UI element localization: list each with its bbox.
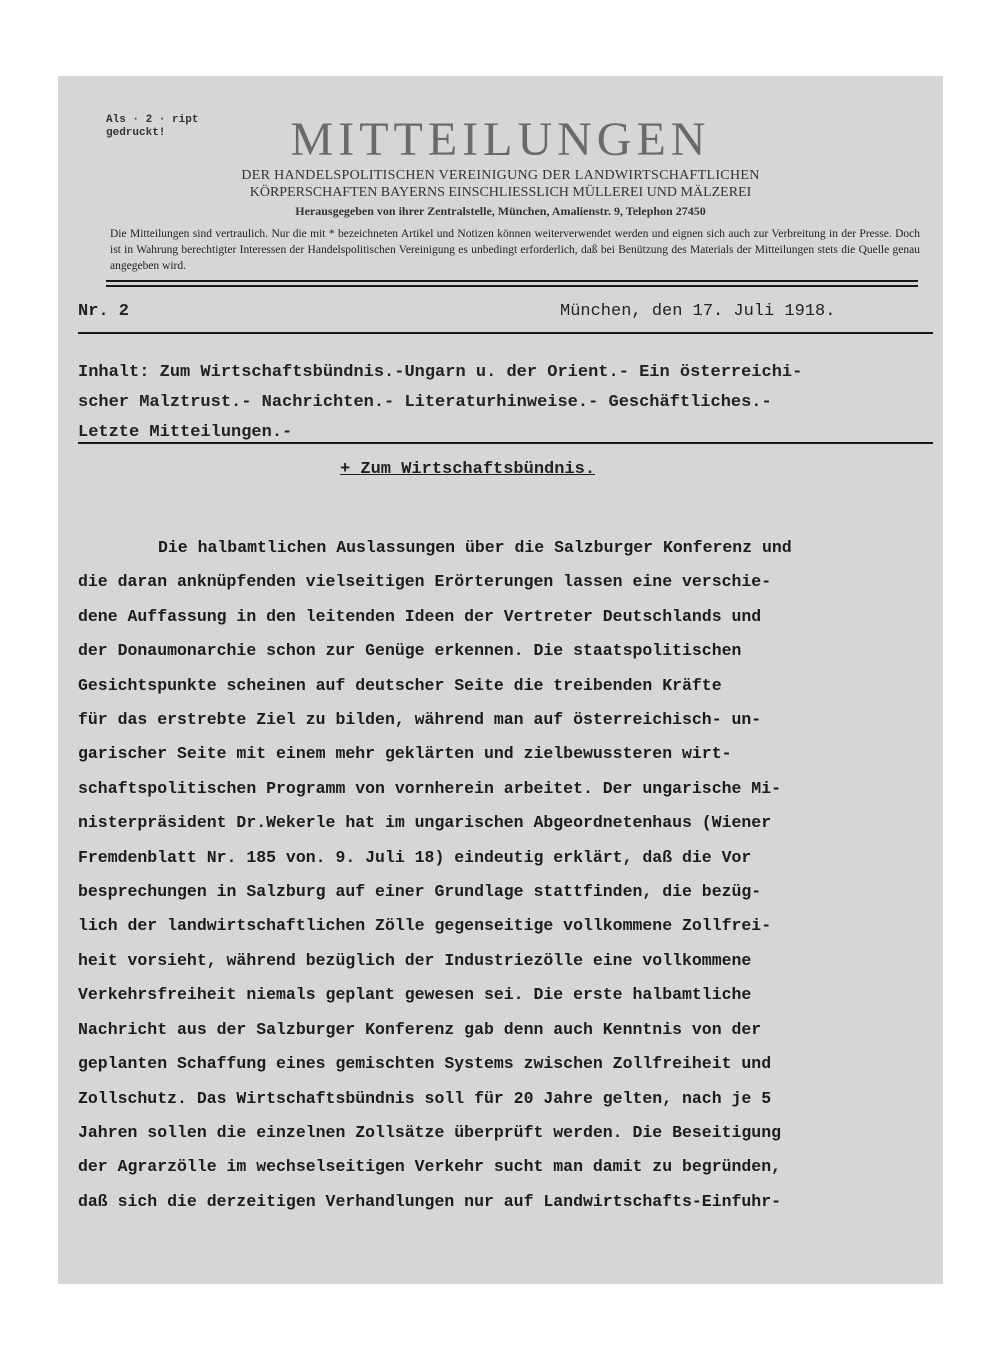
table-of-contents <box>78 358 933 448</box>
body-line: Verkehrsfreiheit niemals geplant gewesen sei. Die erste halbamtliche <box>78 985 752 1005</box>
header-divider <box>78 332 933 334</box>
article-heading: + Zum Wirtschaftsbündnis. <box>340 460 596 479</box>
body-line: Fremdenblatt Nr. 185 von. 9. Juli 18) eindeutig erklärt, daß die Vor <box>78 847 752 867</box>
masthead-publisher: Herausgegeben von ihrer Zentralstelle, München, Amalienstr. 9, Telephon 27450 <box>295 204 706 218</box>
body-line: nisterpräsident Dr.Wekerle hat im ungarischen Abgeordnetenhaus (Wiener <box>78 813 772 833</box>
body-line: der Agrarzölle im wechselseitigen Verkehr sucht man damit zu begründen, <box>78 1157 782 1177</box>
body-line: dene Auffassung in den leitenden Ideen der Vertreter Deutschlands und <box>78 606 762 626</box>
body-line: Die halbamtlichen Auslassungen über die Salzburger Konferenz und <box>158 538 792 557</box>
stamp-line-2: gedruckt! <box>106 127 166 139</box>
masthead-rule-1 <box>106 280 918 282</box>
body-line: Zollschutz. Das Wirtschaftsbündnis soll für 20 Jahre gelten, nach je 5 <box>78 1088 772 1108</box>
body-line: für das erstrebte Ziel zu bilden, während man auf österreichisch- un- <box>78 710 762 730</box>
body-line: daß sich die derzeitigen Verhandlungen nur auf Landwirtschafts-Einfuhr- <box>78 1191 782 1211</box>
article-body <box>78 531 938 1219</box>
contents-line: Letzte Mitteilungen.- <box>78 423 293 442</box>
masthead-rule-2 <box>106 285 918 287</box>
body-line: die daran anknüpfenden vielseitigen Erörterungen lassen eine verschie- <box>78 572 772 592</box>
masthead-line-1: DER HANDELSPOLITISCHEN VEREINIGUNG DER LANDWIRTSCHAFTLICHEN <box>241 168 760 183</box>
masthead-title: MITTEILUNGEN <box>290 113 711 166</box>
body-line: geplanten Schaffung eines gemischten Systems zwischen Zollfreiheit und <box>78 1054 772 1074</box>
dateline: München, den 17. Juli 1918. <box>560 302 836 321</box>
body-line: garischer Seite mit einem mehr geklärten und zielbewussteren wirt- <box>78 744 732 764</box>
body-line: schaftspolitischen Programm von vornherein arbeitet. Der ungarische Mi- <box>78 778 782 798</box>
body-line: der Donaumonarchie schon zur Genüge erkennen. Die staatspolitischen <box>78 641 742 661</box>
contents-line: Inhalt: Zum Wirtschaftsbündnis.-Ungarn u. der Orient.- Ein österreichi- <box>78 363 803 382</box>
body-line: besprechungen in Salzburg auf einer Grundlage stattfinden, die bezüg- <box>78 882 762 902</box>
confidentiality-notice: Die Mitteilungen sind vertraulich. Nur die mit * bezeichneten Artikel und Notizen können weiterverwendet werden und eignen sich auch zur Verbreitung in der Presse. Doch ist in Wahrung berechtigter Interessen der Handelspolitischen Vereinigung es unbedingt erforderlich, daß bei Benützung des Materials der Mitteilungen stets die Quelle genau angegeben wird. <box>110 228 920 272</box>
body-line: Jahren sollen die einzelnen Zollsätze überprüft werden. Die Beseitigung <box>78 1122 782 1142</box>
contents-line: scher Malztrust.- Nachrichten.- Literaturhinweise.- Geschäftliches.- <box>78 393 772 412</box>
body-line: Nachricht aus der Salzburger Konferenz gab denn auch Kenntnis von der <box>78 1019 762 1039</box>
body-line: Gesichtspunkte scheinen auf deutscher Seite die treibenden Kräfte <box>78 675 722 695</box>
stamp-line-1: Als · 2 · ript <box>106 114 199 126</box>
masthead-line-2: KÖRPERSCHAFTEN BAYERNS EINSCHLIESSLICH MÜLLEREI UND MÄLZEREI <box>249 185 752 200</box>
body-line: heit vorsieht, während bezüglich der Industriezölle eine vollkommene <box>78 950 752 970</box>
issue-number: Nr. 2 <box>78 302 130 321</box>
contents-divider <box>78 442 933 444</box>
body-line: lich der landwirtschaftlichen Zölle gegenseitige vollkommene Zollfrei- <box>78 916 772 936</box>
scanned-page <box>58 76 943 1284</box>
